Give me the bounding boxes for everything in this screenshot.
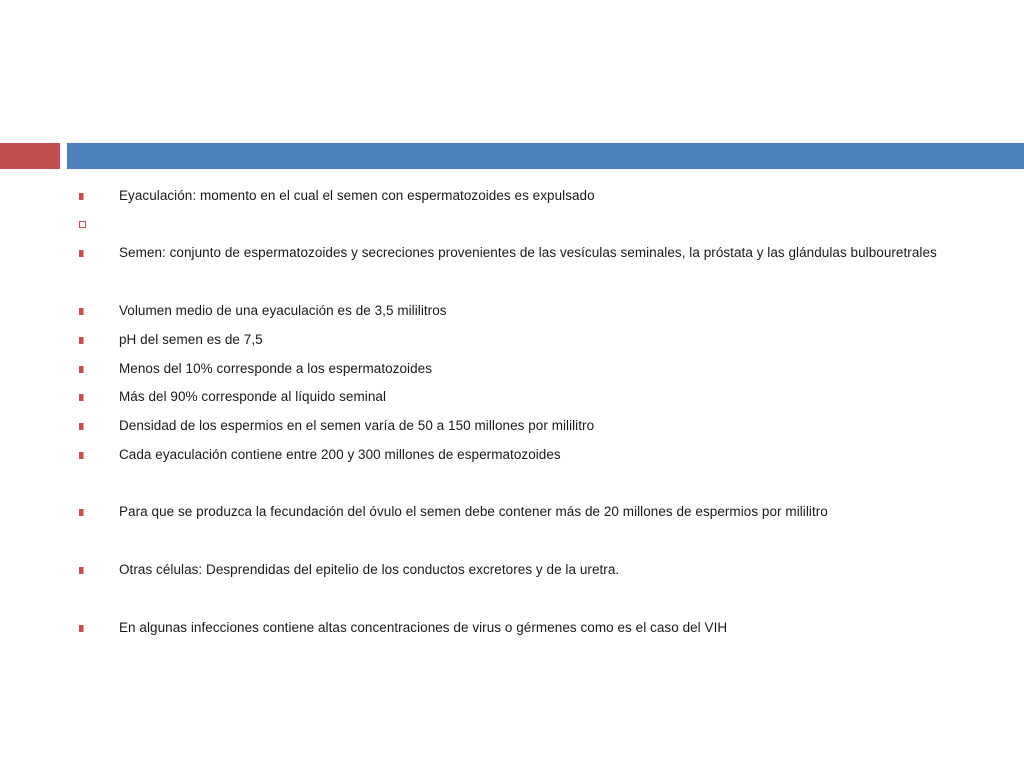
list-item bbox=[0, 500, 1024, 522]
list-item bbox=[0, 328, 1024, 350]
bullet-icon bbox=[79, 509, 84, 516]
bullet-icon bbox=[79, 337, 84, 344]
list-item bbox=[0, 184, 1024, 206]
bullet-icon bbox=[79, 250, 84, 257]
list-item-text: Más del 90% corresponde al líquido seminal bbox=[119, 389, 386, 404]
list-item bbox=[0, 241, 1024, 263]
list-item-text: Densidad de los espermios en el semen varía de 50 a 150 millones por mililitro bbox=[119, 418, 595, 433]
list-item bbox=[0, 213, 1024, 235]
list-item bbox=[0, 299, 1024, 321]
list-item-text: Semen: conjunto de espermatozoides y secreciones provenientes de las vesículas seminales, la próstata y las glándulas bulbouretrales bbox=[119, 245, 937, 260]
list-item bbox=[0, 357, 1024, 379]
bullet-icon bbox=[79, 193, 84, 200]
list-item-text: Volumen medio de una eyaculación es de 3,5 mililitros bbox=[119, 303, 447, 318]
list-item bbox=[0, 443, 1024, 465]
list-item-text: Cada eyaculación contiene entre 200 y 300 millones de espermatozoides bbox=[119, 447, 561, 462]
list-item bbox=[0, 414, 1024, 436]
bullet-icon bbox=[79, 394, 84, 401]
list-item-text: En algunas infecciones contiene altas concentraciones de virus o gérmenes como es el caso del VIH bbox=[119, 620, 728, 635]
list-item bbox=[0, 558, 1024, 580]
bullet-icon bbox=[79, 423, 84, 430]
list-item-text: Menos del 10% corresponde a los espermatozoides bbox=[119, 361, 433, 376]
bullet-icon bbox=[79, 308, 84, 315]
list-item-text: Eyaculación: momento en el cual el semen con espermatozoides es expulsado bbox=[119, 188, 595, 203]
hollow-bullet-icon bbox=[79, 221, 86, 228]
list-item-text: pH del semen es de 7,5 bbox=[119, 332, 263, 347]
list-item bbox=[0, 385, 1024, 407]
list-item bbox=[0, 616, 1024, 638]
list-item-text: Otras células: Desprendidas del epitelio de los conductos excretores y de la uretra. bbox=[119, 562, 620, 577]
header-accent-red-bar bbox=[0, 143, 60, 169]
header-accent-blue-bar bbox=[67, 143, 1024, 169]
bullet-icon bbox=[79, 567, 84, 574]
bullet-icon bbox=[79, 625, 84, 632]
bullet-icon bbox=[79, 452, 84, 459]
bullet-icon bbox=[79, 366, 84, 373]
list-item-text: Para que se produzca la fecundación del óvulo el semen debe contener más de 20 millones de espermios por mililitro bbox=[119, 504, 828, 519]
